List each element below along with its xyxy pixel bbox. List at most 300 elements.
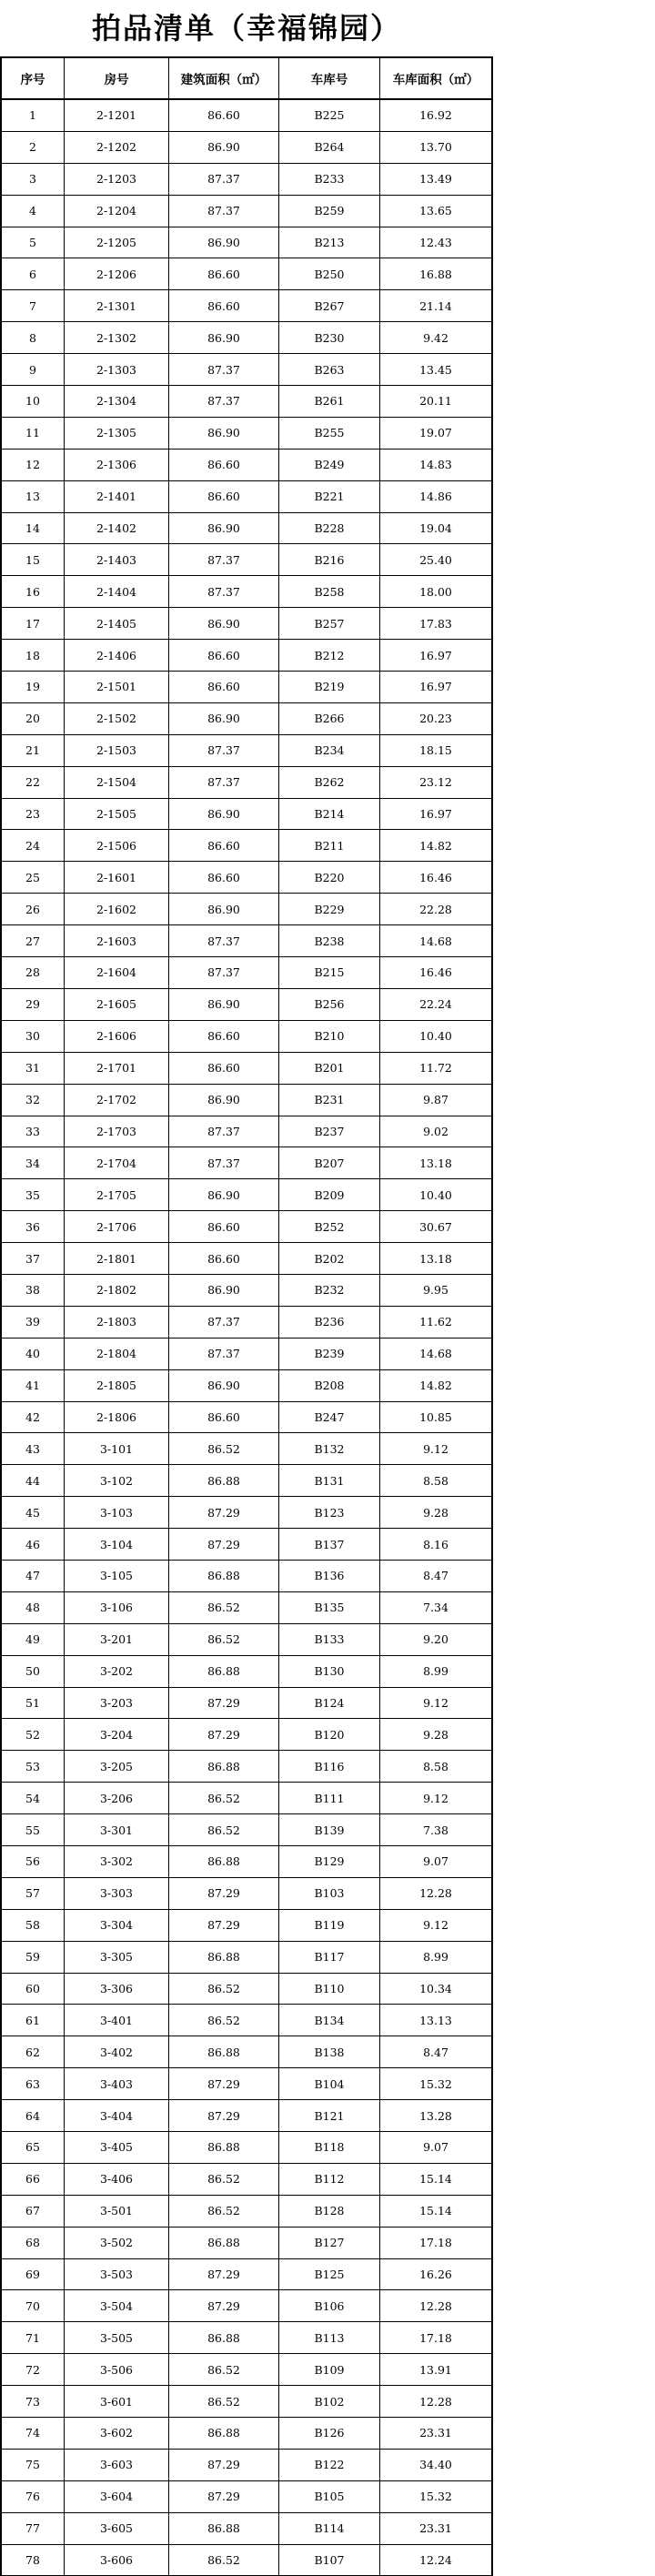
cell-building-area: 86.60 (168, 830, 278, 861)
cell-building-area: 87.37 (168, 576, 278, 607)
cell-building-area: 86.88 (168, 1465, 278, 1496)
cell-room: 2-1605 (64, 989, 168, 1020)
cell-room: 2-1304 (64, 386, 168, 417)
cell-garage-no: B106 (278, 2290, 379, 2321)
cell-building-area: 86.88 (168, 1561, 278, 1591)
cell-building-area: 86.52 (168, 2005, 278, 2036)
cell-room: 2-1801 (64, 1243, 168, 1274)
cell-garage-area: 15.14 (379, 2196, 493, 2227)
cell-garage-no: B263 (278, 354, 379, 385)
cell-garage-area: 16.88 (379, 258, 493, 289)
cell-serial: 32 (0, 1085, 64, 1116)
cell-serial: 8 (0, 322, 64, 353)
cell-building-area: 87.37 (168, 767, 278, 798)
cell-room: 2-1201 (64, 100, 168, 131)
cell-room: 2-1505 (64, 799, 168, 830)
cell-garage-area: 8.58 (379, 1751, 493, 1782)
cell-serial: 6 (0, 258, 64, 289)
table-row (0, 386, 493, 418)
table-row (0, 989, 493, 1021)
cell-garage-no: B234 (278, 735, 379, 766)
cell-garage-area: 16.92 (379, 100, 493, 131)
cell-garage-area: 12.43 (379, 227, 493, 258)
cell-serial: 10 (0, 386, 64, 417)
table-row (0, 1179, 493, 1211)
cell-garage-no: B229 (278, 894, 379, 924)
cell-room: 2-1404 (64, 576, 168, 607)
cell-building-area: 87.37 (168, 164, 278, 195)
table-row (0, 1402, 493, 1434)
cell-serial: 14 (0, 513, 64, 544)
cell-garage-area: 13.18 (379, 1243, 493, 1274)
cell-serial: 34 (0, 1147, 64, 1178)
cell-serial: 39 (0, 1307, 64, 1338)
table-row (0, 481, 493, 513)
cell-garage-area: 13.13 (379, 2005, 493, 2036)
cell-building-area: 86.90 (168, 1370, 278, 1401)
cell-building-area: 86.90 (168, 1085, 278, 1116)
cell-serial: 30 (0, 1021, 64, 1052)
cell-garage-area: 9.42 (379, 322, 493, 353)
cell-room: 3-601 (64, 2386, 168, 2417)
table-row (0, 1339, 493, 1370)
cell-building-area: 87.37 (168, 1307, 278, 1338)
cell-garage-no: B130 (278, 1656, 379, 1687)
cell-building-area: 87.37 (168, 1339, 278, 1369)
cell-serial: 42 (0, 1402, 64, 1433)
cell-garage-no: B232 (278, 1275, 379, 1306)
cell-garage-area: 9.07 (379, 2132, 493, 2163)
cell-room: 3-306 (64, 1974, 168, 2005)
cell-serial: 57 (0, 1878, 64, 1909)
cell-serial: 17 (0, 608, 64, 639)
cell-serial: 24 (0, 830, 64, 861)
cell-serial: 28 (0, 957, 64, 988)
table-row (0, 1942, 493, 1974)
cell-garage-no: B228 (278, 513, 379, 544)
cell-serial: 50 (0, 1656, 64, 1687)
cell-room: 2-1202 (64, 132, 168, 163)
table-row (0, 576, 493, 608)
cell-garage-area: 14.68 (379, 1339, 493, 1369)
cell-room: 2-1501 (64, 672, 168, 702)
cell-room: 3-502 (64, 2227, 168, 2258)
table-row (0, 1433, 493, 1465)
cell-building-area: 86.90 (168, 513, 278, 544)
cell-garage-no: B239 (278, 1339, 379, 1369)
cell-garage-area: 23.31 (379, 2513, 493, 2544)
cell-serial: 73 (0, 2386, 64, 2417)
cell-garage-no: B256 (278, 989, 379, 1020)
cell-building-area: 87.37 (168, 196, 278, 227)
cell-serial: 5 (0, 227, 64, 258)
cell-garage-area: 8.58 (379, 1465, 493, 1496)
cell-garage-no: B201 (278, 1053, 379, 1084)
table-row (0, 1211, 493, 1243)
table-row (0, 2513, 493, 2545)
table-row (0, 1275, 493, 1307)
cell-building-area: 86.88 (168, 1656, 278, 1687)
cell-garage-no: B211 (278, 830, 379, 861)
cell-building-area: 86.60 (168, 450, 278, 480)
cell-garage-area: 19.04 (379, 513, 493, 544)
cell-room: 3-605 (64, 2513, 168, 2544)
cell-serial: 77 (0, 2513, 64, 2544)
cell-building-area: 86.88 (168, 1846, 278, 1877)
cell-garage-area: 25.40 (379, 544, 493, 575)
cell-building-area: 87.29 (168, 1719, 278, 1750)
cell-garage-no: B119 (278, 1910, 379, 1941)
cell-serial: 25 (0, 862, 64, 893)
table-row (0, 1846, 493, 1878)
cell-garage-no: B112 (278, 2164, 379, 2195)
cell-garage-area: 8.99 (379, 1656, 493, 1687)
cell-room: 3-303 (64, 1878, 168, 1909)
table-row (0, 672, 493, 703)
cell-serial: 66 (0, 2164, 64, 2195)
cell-room: 2-1601 (64, 862, 168, 893)
cell-garage-area: 14.82 (379, 830, 493, 861)
cell-garage-area: 16.46 (379, 862, 493, 893)
cell-garage-area: 12.28 (379, 2290, 493, 2321)
cell-serial: 48 (0, 1592, 64, 1623)
cell-garage-area: 16.97 (379, 672, 493, 702)
cell-room: 3-606 (64, 2545, 168, 2576)
cell-garage-no: B213 (278, 227, 379, 258)
cell-garage-area: 9.87 (379, 1085, 493, 1116)
cell-serial: 11 (0, 418, 64, 449)
table-row (0, 2418, 493, 2450)
table-row (0, 1053, 493, 1085)
cell-building-area: 86.88 (168, 2322, 278, 2353)
table-row (0, 1085, 493, 1116)
cell-room: 3-102 (64, 1465, 168, 1496)
cell-room: 3-404 (64, 2100, 168, 2131)
table-row (0, 290, 493, 322)
table-row (0, 1624, 493, 1656)
cell-garage-area: 14.68 (379, 925, 493, 956)
cell-room: 2-1606 (64, 1021, 168, 1052)
cell-building-area: 86.90 (168, 703, 278, 734)
cell-room: 3-103 (64, 1497, 168, 1528)
cell-garage-no: B125 (278, 2259, 379, 2290)
cell-room: 2-1301 (64, 290, 168, 321)
cell-building-area: 86.90 (168, 799, 278, 830)
cell-serial: 55 (0, 1814, 64, 1845)
cell-building-area: 86.52 (168, 1592, 278, 1623)
table-row (0, 799, 493, 831)
cell-room: 3-501 (64, 2196, 168, 2227)
cell-serial: 59 (0, 1942, 64, 1973)
table-row (0, 1814, 493, 1846)
cell-building-area: 86.90 (168, 418, 278, 449)
cell-serial: 26 (0, 894, 64, 924)
table-row (0, 132, 493, 164)
table-row (0, 2068, 493, 2100)
table-row (0, 227, 493, 259)
cell-building-area: 86.60 (168, 1402, 278, 1433)
cell-garage-area: 23.31 (379, 2418, 493, 2449)
cell-garage-no: B138 (278, 2036, 379, 2067)
cell-garage-no: B236 (278, 1307, 379, 1338)
cell-serial: 60 (0, 1974, 64, 2005)
cell-garage-no: B262 (278, 767, 379, 798)
table-row (0, 1529, 493, 1561)
cell-room: 3-204 (64, 1719, 168, 1750)
cell-garage-area: 11.62 (379, 1307, 493, 1338)
table-row (0, 1465, 493, 1497)
cell-serial: 38 (0, 1275, 64, 1306)
cell-garage-no: B116 (278, 1751, 379, 1782)
cell-garage-area: 9.28 (379, 1719, 493, 1750)
cell-garage-no: B139 (278, 1814, 379, 1845)
cell-room: 2-1405 (64, 608, 168, 639)
cell-garage-area: 14.86 (379, 481, 493, 512)
cell-garage-area: 15.32 (379, 2068, 493, 2099)
cell-serial: 20 (0, 703, 64, 734)
cell-building-area: 86.60 (168, 290, 278, 321)
cell-building-area: 86.88 (168, 2132, 278, 2163)
table-row (0, 2036, 493, 2068)
cell-garage-no: B219 (278, 672, 379, 702)
cell-garage-area: 10.40 (379, 1021, 493, 1052)
cell-room: 3-503 (64, 2259, 168, 2290)
cell-room: 3-401 (64, 2005, 168, 2036)
cell-garage-no: B134 (278, 2005, 379, 2036)
header-garage-no: 车库号 (278, 58, 379, 98)
cell-garage-no: B231 (278, 1085, 379, 1116)
cell-serial: 12 (0, 450, 64, 480)
cell-garage-no: B121 (278, 2100, 379, 2131)
cell-garage-area: 20.23 (379, 703, 493, 734)
cell-room: 2-1401 (64, 481, 168, 512)
cell-garage-area: 16.46 (379, 957, 493, 988)
table-row (0, 2481, 493, 2513)
cell-building-area: 86.60 (168, 481, 278, 512)
cell-serial: 49 (0, 1624, 64, 1655)
cell-garage-no: B261 (278, 386, 379, 417)
cell-room: 2-1603 (64, 925, 168, 956)
cell-building-area: 86.88 (168, 2418, 278, 2449)
cell-garage-area: 16.97 (379, 640, 493, 671)
table-row (0, 957, 493, 989)
cell-serial: 9 (0, 354, 64, 385)
cell-serial: 41 (0, 1370, 64, 1401)
table-row (0, 2450, 493, 2481)
cell-room: 2-1805 (64, 1370, 168, 1401)
cell-serial: 67 (0, 2196, 64, 2227)
cell-garage-area: 13.18 (379, 1147, 493, 1178)
cell-garage-no: B137 (278, 1529, 379, 1560)
table-row (0, 2132, 493, 2164)
table-row (0, 1021, 493, 1053)
cell-garage-area: 14.82 (379, 1370, 493, 1401)
cell-room: 2-1806 (64, 1402, 168, 1433)
table-row (0, 703, 493, 735)
cell-serial: 64 (0, 2100, 64, 2131)
cell-room: 2-1705 (64, 1179, 168, 1210)
cell-building-area: 86.52 (168, 2545, 278, 2576)
cell-garage-no: B266 (278, 703, 379, 734)
cell-garage-no: B113 (278, 2322, 379, 2353)
cell-serial: 16 (0, 576, 64, 607)
cell-serial: 53 (0, 1751, 64, 1782)
cell-room: 3-402 (64, 2036, 168, 2067)
cell-garage-no: B117 (278, 1942, 379, 1973)
table-row (0, 544, 493, 576)
cell-building-area: 86.60 (168, 862, 278, 893)
cell-garage-area: 15.32 (379, 2481, 493, 2512)
cell-garage-no: B258 (278, 576, 379, 607)
cell-garage-area: 8.16 (379, 1529, 493, 1560)
cell-garage-no: B111 (278, 1783, 379, 1813)
cell-building-area: 86.52 (168, 2164, 278, 2195)
table-row (0, 2164, 493, 2196)
cell-garage-no: B220 (278, 862, 379, 893)
cell-serial: 74 (0, 2418, 64, 2449)
cell-building-area: 87.37 (168, 1147, 278, 1178)
table-row (0, 1116, 493, 1148)
cell-garage-no: B214 (278, 799, 379, 830)
table-row (0, 1592, 493, 1624)
table-row (0, 1561, 493, 1592)
cell-garage-no: B209 (278, 1179, 379, 1210)
cell-garage-no: B131 (278, 1465, 379, 1496)
cell-room: 3-603 (64, 2450, 168, 2480)
cell-garage-no: B215 (278, 957, 379, 988)
cell-room: 2-1206 (64, 258, 168, 289)
cell-room: 3-202 (64, 1656, 168, 1687)
cell-garage-no: B127 (278, 2227, 379, 2258)
table-row (0, 513, 493, 545)
cell-building-area: 87.29 (168, 2259, 278, 2290)
cell-garage-no: B104 (278, 2068, 379, 2099)
cell-building-area: 86.90 (168, 1179, 278, 1210)
cell-garage-no: B202 (278, 1243, 379, 1274)
cell-garage-area: 17.83 (379, 608, 493, 639)
table-row (0, 1656, 493, 1688)
cell-building-area: 86.52 (168, 2354, 278, 2385)
cell-building-area: 86.60 (168, 640, 278, 671)
cell-building-area: 86.90 (168, 1275, 278, 1306)
cell-building-area: 87.37 (168, 957, 278, 988)
cell-serial: 40 (0, 1339, 64, 1369)
cell-room: 2-1803 (64, 1307, 168, 1338)
cell-serial: 35 (0, 1179, 64, 1210)
cell-garage-no: B103 (278, 1878, 379, 1909)
cell-building-area: 86.90 (168, 132, 278, 163)
cell-garage-no: B237 (278, 1116, 379, 1147)
cell-serial: 75 (0, 2450, 64, 2480)
cell-serial: 56 (0, 1846, 64, 1877)
cell-building-area: 87.29 (168, 1878, 278, 1909)
cell-garage-area: 19.07 (379, 418, 493, 449)
cell-room: 3-206 (64, 1783, 168, 1813)
cell-garage-area: 7.34 (379, 1592, 493, 1623)
cell-serial: 1 (0, 100, 64, 131)
cell-room: 3-602 (64, 2418, 168, 2449)
cell-garage-area: 17.18 (379, 2322, 493, 2353)
cell-garage-area: 13.91 (379, 2354, 493, 2385)
cell-room: 2-1506 (64, 830, 168, 861)
cell-room: 2-1205 (64, 227, 168, 258)
cell-garage-area: 8.47 (379, 2036, 493, 2067)
cell-building-area: 86.52 (168, 1814, 278, 1845)
cell-garage-area: 9.02 (379, 1116, 493, 1147)
cell-building-area: 86.60 (168, 672, 278, 702)
table-row (0, 2227, 493, 2259)
cell-garage-area: 13.28 (379, 2100, 493, 2131)
header-garage-area: 车库面积（㎡） (379, 58, 493, 98)
table-row (0, 1688, 493, 1720)
cell-building-area: 86.60 (168, 1021, 278, 1052)
cell-building-area: 86.88 (168, 2227, 278, 2258)
cell-building-area: 87.29 (168, 2450, 278, 2480)
cell-serial: 7 (0, 290, 64, 321)
table-row (0, 2005, 493, 2036)
cell-garage-area: 11.72 (379, 1053, 493, 1084)
cell-garage-area: 13.70 (379, 132, 493, 163)
cell-building-area: 86.60 (168, 1053, 278, 1084)
cell-garage-area: 7.38 (379, 1814, 493, 1845)
cell-building-area: 87.29 (168, 2100, 278, 2131)
cell-building-area: 86.88 (168, 1942, 278, 1973)
table-row (0, 894, 493, 925)
table-row (0, 2100, 493, 2132)
cell-building-area: 86.60 (168, 258, 278, 289)
cell-serial: 33 (0, 1116, 64, 1147)
cell-serial: 13 (0, 481, 64, 512)
cell-building-area: 86.52 (168, 1783, 278, 1813)
cell-room: 2-1204 (64, 196, 168, 227)
table-row (0, 164, 493, 196)
cell-room: 2-1504 (64, 767, 168, 798)
cell-building-area: 86.90 (168, 989, 278, 1020)
cell-room: 3-104 (64, 1529, 168, 1560)
page-title: 拍品清单（幸福锦园） (91, 11, 401, 45)
table-header (0, 56, 493, 100)
table-row (0, 2322, 493, 2354)
cell-garage-no: B230 (278, 322, 379, 353)
cell-building-area: 87.29 (168, 1497, 278, 1528)
cell-serial: 47 (0, 1561, 64, 1591)
cell-serial: 43 (0, 1433, 64, 1464)
cell-room: 3-201 (64, 1624, 168, 1655)
cell-garage-area: 18.00 (379, 576, 493, 607)
cell-serial: 58 (0, 1910, 64, 1941)
table-row (0, 100, 493, 132)
cell-room: 2-1804 (64, 1339, 168, 1369)
cell-garage-area: 9.12 (379, 1910, 493, 1941)
cell-serial: 18 (0, 640, 64, 671)
cell-garage-no: B109 (278, 2354, 379, 2385)
header-building-area: 建筑面积（㎡） (168, 58, 278, 98)
cell-garage-area: 21.14 (379, 290, 493, 321)
cell-serial: 36 (0, 1211, 64, 1242)
cell-garage-area: 20.11 (379, 386, 493, 417)
cell-garage-no: B267 (278, 290, 379, 321)
table-row (0, 418, 493, 450)
cell-building-area: 86.90 (168, 894, 278, 924)
cell-building-area: 87.37 (168, 386, 278, 417)
cell-serial: 63 (0, 2068, 64, 2099)
cell-garage-area: 16.97 (379, 799, 493, 830)
table-row (0, 2386, 493, 2418)
cell-garage-area: 15.14 (379, 2164, 493, 2195)
cell-garage-no: B128 (278, 2196, 379, 2227)
cell-garage-no: B233 (278, 164, 379, 195)
cell-serial: 76 (0, 2481, 64, 2512)
